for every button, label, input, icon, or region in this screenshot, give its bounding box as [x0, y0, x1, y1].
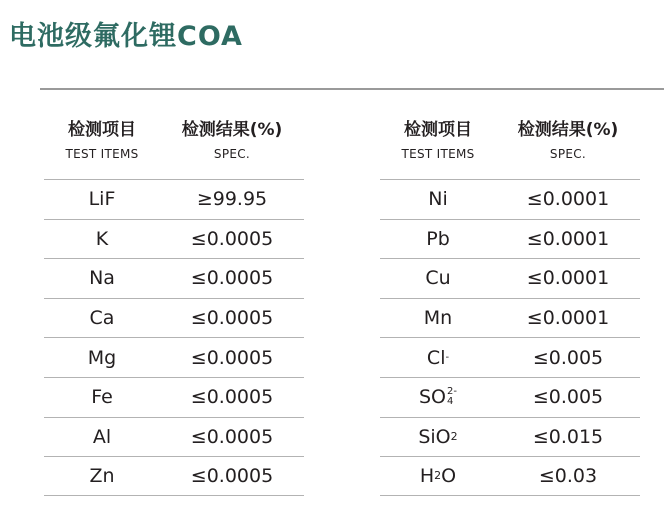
table-row	[44, 456, 304, 496]
formula-superscript: -	[445, 352, 450, 364]
formula-subscript: 2	[434, 469, 442, 483]
title-divider	[40, 88, 664, 90]
table-row	[44, 417, 304, 457]
item-cell: Cu	[425, 267, 451, 290]
formula-subscript: 2	[450, 430, 458, 444]
item-cell: LiF	[88, 188, 116, 211]
table-row	[380, 258, 640, 298]
header-item	[380, 117, 496, 165]
header-spec-cn: 检测结果(%)	[181, 120, 283, 140]
item-cell: Ni	[428, 188, 448, 211]
spec-cell: ≤0.0001	[526, 227, 610, 250]
table-row	[380, 298, 640, 338]
spec-cell: ≤0.0005	[190, 464, 274, 487]
table-row	[380, 337, 640, 377]
item-cell: K	[95, 227, 109, 250]
spec-cell: ≤0.0001	[526, 307, 610, 330]
item-cell: Mn	[423, 307, 453, 330]
coa-table-right	[380, 117, 640, 496]
table-row	[380, 456, 640, 496]
spec-cell: ≤0.0005	[190, 227, 274, 250]
header-item-en: TEST ITEMS	[65, 147, 139, 161]
table-row	[380, 417, 640, 457]
table-row	[44, 258, 304, 298]
header-item-cn: 检测项目	[68, 120, 136, 140]
formula-base: SiO	[418, 425, 451, 448]
spec-cell: ≤0.0005	[190, 307, 274, 330]
formula-superscript: 2-	[447, 386, 457, 398]
formula-base: SO	[419, 386, 447, 409]
header-item	[44, 117, 160, 165]
table-row	[44, 337, 304, 377]
table-row	[44, 179, 304, 219]
item-cell: Mg	[87, 346, 117, 369]
spec-cell: ≤0.015	[532, 425, 604, 448]
item-cell: Fe	[91, 386, 113, 409]
formula-tail: O	[441, 464, 457, 487]
spec-cell: ≤0.03	[538, 464, 598, 487]
header-spec-en: SPEC.	[549, 147, 587, 161]
spec-cell: ≤0.0005	[190, 386, 274, 409]
spec-cell: ≥99.95	[196, 188, 268, 211]
spec-cell: ≤0.0005	[190, 267, 274, 290]
item-cell	[380, 457, 496, 495]
spec-cell: ≤0.0005	[190, 346, 274, 369]
page-title: 电池级氟化锂COA	[9, 21, 243, 52]
table-row	[44, 219, 304, 259]
item-cell: Al	[92, 425, 112, 448]
formula-script-stack	[447, 387, 457, 407]
item-cell: Pb	[426, 227, 450, 250]
item-cell	[380, 338, 496, 377]
item-cell	[380, 378, 496, 417]
table-row	[380, 179, 640, 219]
item-cell	[380, 418, 496, 457]
header-spec	[496, 117, 640, 165]
table-row	[44, 377, 304, 417]
table-header	[380, 117, 640, 179]
header-item-en: TEST ITEMS	[401, 147, 475, 161]
spec-cell: ≤0.0005	[190, 425, 274, 448]
header-spec-en: SPEC.	[213, 147, 251, 161]
formula-base: Cl	[426, 346, 446, 369]
table-row	[380, 377, 640, 417]
spec-cell: ≤0.0001	[526, 188, 610, 211]
item-cell: Zn	[89, 464, 115, 487]
spec-cell: ≤0.0001	[526, 267, 610, 290]
item-cell: Na	[89, 267, 115, 290]
formula-subscript: 4	[447, 396, 454, 408]
header-spec	[160, 117, 304, 165]
header-spec-cn: 检测结果(%)	[517, 120, 619, 140]
table-row	[44, 298, 304, 338]
header-item-cn: 检测项目	[404, 120, 472, 140]
table-header	[44, 117, 304, 179]
spec-cell: ≤0.005	[532, 346, 604, 369]
item-cell: Ca	[89, 307, 115, 330]
spec-cell: ≤0.005	[532, 386, 604, 409]
table-row	[380, 219, 640, 259]
formula-base: H	[419, 464, 435, 487]
coa-table-left	[44, 117, 304, 496]
